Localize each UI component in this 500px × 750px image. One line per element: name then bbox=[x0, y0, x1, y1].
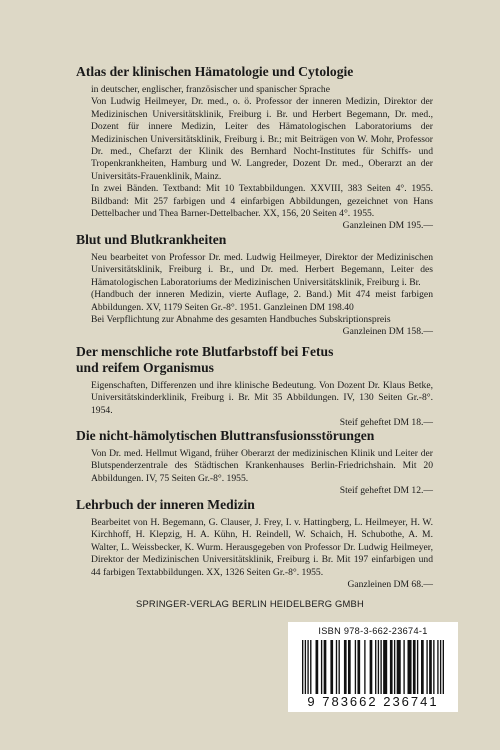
barcode-bar bbox=[336, 640, 337, 694]
barcode-graphic bbox=[298, 640, 448, 694]
barcode-bar bbox=[440, 640, 441, 694]
price-line: Steif geheftet DM 12.— bbox=[339, 485, 433, 497]
description-paragraph: Von Ludwig Heilmeyer, Dr. med., o. ö. Professor der inneren Medizin, Direktor der Medizinischen Universitätsklinik, Freiburg i. Br. und Herbert Begemann, Dr. med., Dozent für innere Medizin, Leiter des Hämatologischen Laboratoriums der Medizinischen Universitätsklinik, Freiburg i. Br.; mit Beiträgen von W. Mohr, Professor Dr. med., Chefarzt der Klinik des Bernhard Nocht-Institutes für Schiffs- und Tropenkrankheiten, Hamburg und W. Langreder, Dozent Dr. med., Oberarzt an der Universitäts-Frauenklinik, Mainz. bbox=[91, 96, 433, 182]
description-paragraph: In zwei Bänden. Textband: Mit 10 Textabbildungen. XXVIII, 383 Seiten 4°. 1955. Bildband: Mit 257 farbigen und 4 einfarbigen Abbildungen, gezeichnet von Hans Dettelbacher und Thea Barner-Dettelbacher. XX, 156, 20 Seiten 4°. 1955. bbox=[91, 183, 433, 220]
publisher-imprint: SPRINGER-VERLAG BERLIN HEIDELBERG GMBH bbox=[136, 598, 364, 609]
barcode-bar bbox=[344, 640, 347, 694]
barcode-bar bbox=[413, 640, 416, 694]
description-paragraph: Von Dr. med. Hellmut Wigand, früher Oberarzt der medizinischen Klinik und Leiter der Blutspenderzentrale des Städtischen Krankenhauses Berlin-Friedrichshain. Mit 20 Abbildungen. IV, 75 Seiten Gr.-8°. 1955. bbox=[91, 448, 433, 484]
description-paragraph: Neu bearbeitet von Professor Dr. med. Ludwig Heilmeyer, Direktor der Medizinischen Universitätsklinik, Freiburg i. Br., und Dr. med. Herbert Begemann, Leiter des Hämatologischen Laboratoriums der Medizinischen Universitätsklinik, Freiburg i. Br. bbox=[91, 252, 433, 288]
barcode-digits: 9 783662 236741 bbox=[307, 694, 439, 709]
barcode-bar bbox=[390, 640, 393, 694]
price-line: Steif geheftet DM 18.— bbox=[339, 417, 433, 429]
barcode-bar bbox=[375, 640, 376, 694]
book-title-line: Lehrbuch der inneren Medizin bbox=[76, 497, 255, 512]
isbn-barcode-box bbox=[288, 622, 458, 712]
barcode-bar bbox=[437, 640, 438, 694]
barcode-bar bbox=[316, 640, 319, 694]
barcode-bar bbox=[421, 640, 424, 694]
price-line: Ganzleinen DM 195.— bbox=[342, 220, 433, 232]
barcode-bar bbox=[305, 640, 306, 694]
barcode-bar bbox=[417, 640, 418, 694]
book-title-line: Die nicht-hämolytischen Bluttransfusionsstörungen bbox=[76, 428, 375, 443]
book-description bbox=[91, 252, 433, 339]
barcode-bar bbox=[357, 640, 360, 694]
book-title bbox=[76, 232, 456, 248]
barcode-bar bbox=[380, 640, 381, 694]
barcode-bar bbox=[383, 640, 387, 694]
description-paragraph: Bearbeitet von H. Begemann, G. Clauser, J. Frey, I. v. Hattingberg, L. Heilmeyer, H. W. Kirchhoff, H. Klepzig, H. A. Kühn, H. Reindell, W. Schaich, H. Schubothe, A. M. Walter, L. Weissbecker, K. Wurm. Herausgegeben von Professor Dr. Ludwig Heilmeyer, Direktor der Medizinischen Universitätsklinik, Freiburg i. Br. Mit 197 einfarbigen und 44 farbigen Textabbildungen. XX, 1326 Seiten Gr.-8°. 1955. bbox=[91, 517, 433, 578]
barcode-bar bbox=[433, 640, 434, 694]
book-title bbox=[76, 344, 456, 376]
barcode-bar bbox=[330, 640, 333, 694]
barcode-bar bbox=[378, 640, 379, 694]
book-title bbox=[76, 64, 456, 80]
barcode-bar bbox=[370, 640, 373, 694]
barcode-bar bbox=[310, 640, 311, 694]
book-description bbox=[91, 448, 433, 498]
book-title-line: Blut und Blutkrankheiten bbox=[76, 232, 227, 247]
barcode-bar bbox=[348, 640, 351, 694]
price-line: Ganzleinen DM 158.— bbox=[342, 326, 433, 338]
barcode-bar bbox=[407, 640, 411, 694]
book-description bbox=[91, 380, 433, 430]
description-paragraph: Eigenschaften, Differenzen und ihre klinische Bedeutung. Von Dozent Dr. Klaus Betke, Universitätskinderklinik, Freiburg i. Br. Mit 35 Abbildungen. IV, 130 Seiten Gr.-8°. 1954. bbox=[91, 380, 433, 416]
barcode-bar bbox=[426, 640, 427, 694]
description-paragraph: Bei Verpflichtung zur Abnahme des gesamten Handbuches Subskriptionspreis bbox=[91, 314, 391, 326]
book-title bbox=[76, 428, 456, 444]
barcode-bar bbox=[302, 640, 303, 694]
barcode-bar bbox=[429, 640, 432, 694]
price-line: Ganzleinen DM 68.— bbox=[347, 579, 433, 591]
barcode-bar bbox=[364, 640, 365, 694]
book-title-line: und reifem Organismus bbox=[76, 360, 214, 375]
barcode-bar bbox=[443, 640, 444, 694]
barcode-bar bbox=[307, 640, 308, 694]
barcode-bar bbox=[403, 640, 404, 694]
barcode-bar bbox=[321, 640, 322, 694]
book-description bbox=[91, 84, 433, 233]
description-paragraph: (Handbuch der inneren Medizin, vierte Auflage, 2. Band.) Mit 474 meist farbigen Abbildungen. XV, 1179 Seiten Gr.-8°. 1951. Ganzleinen DM 198.40 bbox=[91, 289, 433, 313]
book-title bbox=[76, 497, 456, 513]
book-title-line: Atlas der klinischen Hämatologie und Cytologie bbox=[76, 64, 354, 79]
barcode-bar bbox=[394, 640, 395, 694]
description-paragraph: in deutscher, englischer, französischer und spanischer Sprache bbox=[91, 84, 330, 95]
barcode-bar bbox=[355, 640, 356, 694]
book-description bbox=[91, 517, 433, 591]
isbn-label: ISBN 978-3-662-23674-1 bbox=[318, 626, 428, 636]
barcode-bar bbox=[324, 640, 327, 694]
barcode-bar bbox=[397, 640, 401, 694]
barcode-bar bbox=[339, 640, 340, 694]
book-title-line: Der menschliche rote Blutfarbstoff bei Fetus bbox=[76, 344, 334, 359]
